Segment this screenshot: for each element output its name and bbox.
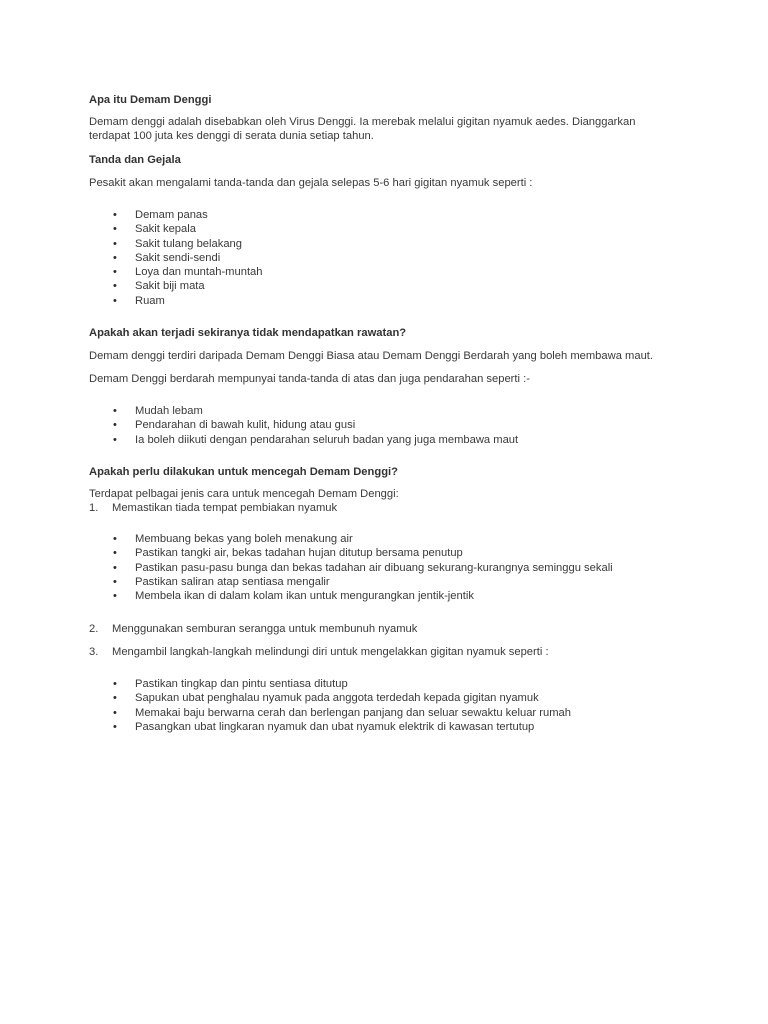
list-item: • Loya dan muntah-muntah [89,265,689,279]
paragraph-definition-line-2: terdapat 100 juta kes denggi di serata dunia setiap tahun. [89,130,374,142]
step-text: Mengambil langkah-langkah melindungi diri untuk mengelakkan gigitan nyamuk seperti : [112,646,549,658]
list-item: • Membela ikan di dalam kolam ikan untuk mengurangkan jentik-jentik [89,589,689,603]
paragraph-bleeding-intro: Demam Denggi berdarah mempunyai tanda-tanda di atas dan juga pendarahan seperti :- [89,373,530,385]
list-item: • Sapukan ubat penghalau nyamuk pada anggota terdedah kepada gigitan nyamuk [89,691,689,705]
numbered-step-2 [89,622,689,636]
symptoms-list [89,208,689,308]
paragraph-definition-line-1: Demam denggi adalah disebabkan oleh Virus Denggi. Ia merebak melalui gigitan nyamuk aedes. Dianggarkan [89,116,636,128]
list-item: • Ia boleh diikuti dengan pendarahan seluruh badan yang juga membawa maut [89,433,689,447]
list-item: • Memakai baju berwarna cerah dan berlengan panjang dan seluar sewaktu keluar rumah [89,706,689,720]
list-item: • Pastikan pasu-pasu bunga dan bekas tadahan air dibuang sekurang-kurangnya seminggu sekali [89,561,689,575]
list-item: • Sakit kepala [89,222,689,236]
list-item: • Sakit tulang belakang [89,237,689,251]
list-item: • Pasangkan ubat lingkaran nyamuk dan ubat nyamuk elektrik di kawasan tertutup [89,720,689,734]
paragraph-dengue-types: Demam denggi terdiri daripada Demam Denggi Biasa atau Demam Denggi Berdarah yang boleh membawa maut. [89,350,654,362]
list-item: • Pendarahan di bawah kulit, hidung atau gusi [89,418,689,432]
paragraph-symptoms-intro: Pesakit akan mengalami tanda-tanda dan gejala selepas 5-6 hari gigitan nyamuk seperti : [89,177,533,189]
list-item: • Ruam [89,294,689,308]
self-protection-list [89,677,689,734]
step-text: Menggunakan semburan serangga untuk membunuh nyamuk [112,623,418,635]
heading-tanda-dan-gejala: Tanda dan Gejala [89,154,181,166]
list-item: • Pastikan saliran atap sentiasa mengalir [89,575,689,589]
bleeding-signs-list [89,404,689,447]
step-number: 2. [89,623,99,635]
list-item: • Sakit sendi-sendi [89,251,689,265]
breeding-prevention-list [89,532,689,603]
numbered-step-3 [89,645,689,659]
heading-pencegahan: Apakah perlu dilakukan untuk mencegah Demam Denggi? [89,466,398,478]
heading-tanpa-rawatan: Apakah akan terjadi sekiranya tidak mendapatkan rawatan? [89,327,407,339]
list-item: • Mudah lebam [89,404,689,418]
step-text: Memastikan tiada tempat pembiakan nyamuk [112,502,338,514]
heading-apa-itu-demam-denggi: Apa itu Demam Denggi [89,94,212,106]
list-item: • Membuang bekas yang boleh menakung air [89,532,689,546]
step-number: 1. [89,502,99,514]
list-item: • Sakit biji mata [89,279,689,293]
paragraph-prevention-intro: Terdapat pelbagai jenis cara untuk mencegah Demam Denggi: [89,488,399,500]
list-item: • Pastikan tingkap dan pintu sentiasa ditutup [89,677,689,691]
list-item: • Demam panas [89,208,689,222]
list-item: • Pastikan tangki air, bekas tadahan hujan ditutup bersama penutup [89,546,689,560]
step-number: 3. [89,646,99,658]
numbered-step-1 [89,501,689,515]
